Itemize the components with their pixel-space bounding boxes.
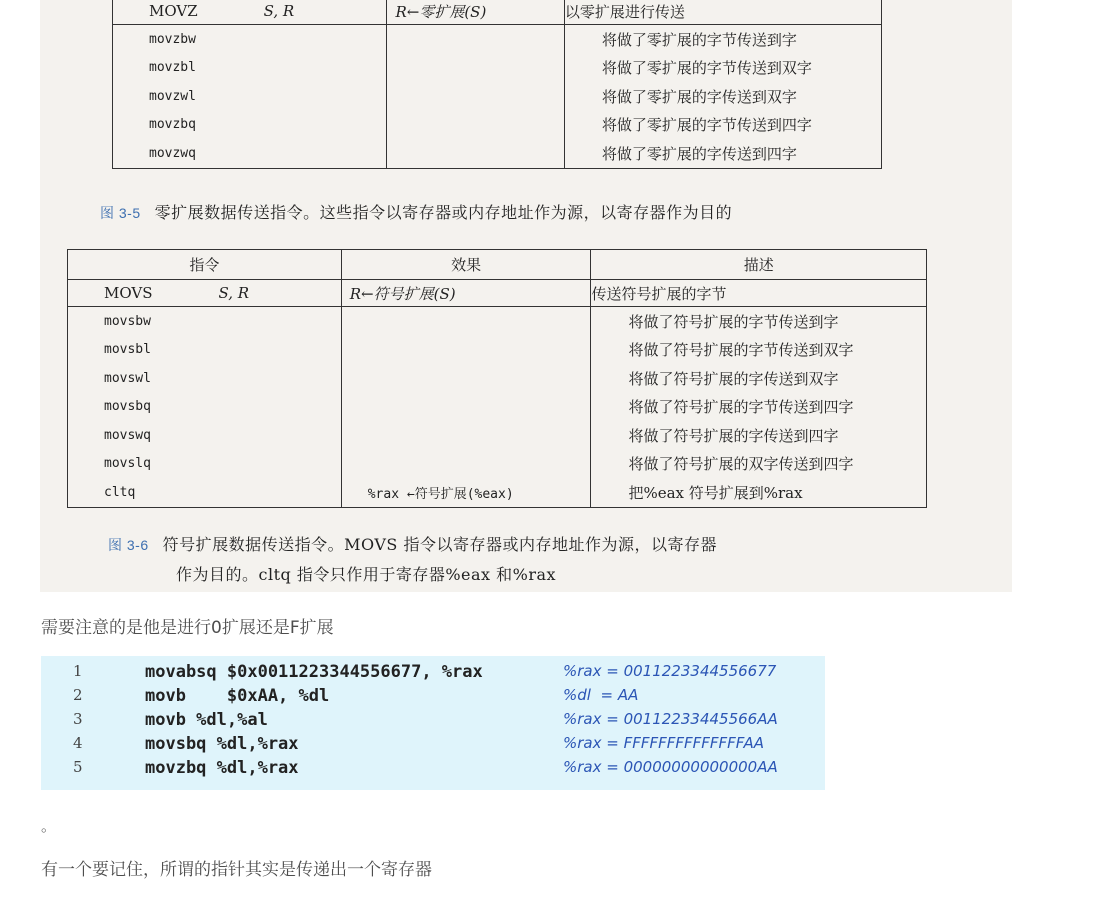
note-paragraph: 需要注意的是他是进行0扩展还是F扩展 — [41, 618, 334, 638]
effect-cell — [341, 450, 591, 479]
code-example-image — [41, 656, 825, 790]
instruction-cell: cltq — [68, 478, 342, 507]
description-cell: 把%eax 符号扩展到%rax — [591, 478, 927, 507]
effect-cell — [341, 421, 591, 450]
table-row — [113, 111, 882, 140]
table-row — [113, 82, 882, 111]
figure-number: 图 3-6 — [108, 537, 149, 553]
column-header: 效果 — [341, 250, 591, 280]
instruction-class-cell: MOVS S, R — [68, 280, 342, 307]
instruction-cell: movzwq — [113, 139, 387, 168]
table-row — [68, 393, 927, 422]
table-subheader-row — [68, 280, 927, 307]
table-row — [68, 364, 927, 393]
instruction-cell: movsbw — [68, 307, 342, 336]
table-row — [68, 450, 927, 479]
effect-cell — [387, 139, 564, 168]
description-cell: 将做了零扩展的字传送到双字 — [564, 82, 881, 111]
description-cell: 将做了符号扩展的字节传送到字 — [591, 307, 927, 336]
column-header: 描述 — [591, 250, 927, 280]
effect-cell — [341, 336, 591, 365]
instruction-cell: movzbq — [113, 111, 387, 140]
instruction-cell: movswq — [68, 421, 342, 450]
instruction-cell: movzbw — [113, 25, 387, 54]
table-row — [68, 421, 927, 450]
effect-cell: %rax ←符号扩展(%eax) — [341, 478, 591, 507]
instruction-cell: movsbl — [68, 336, 342, 365]
description-cell: 将做了零扩展的字传送到四字 — [564, 139, 881, 168]
description-cell: 将做了零扩展的字节传送到双字 — [564, 54, 881, 83]
effect-cell: R←符号扩展(S) — [341, 280, 591, 307]
table-row — [113, 25, 882, 54]
code-line: 1 movabsq $0x0011223344556677, %rax %rax = 0011223344556677 — [73, 662, 777, 682]
sign-extend-table — [67, 249, 927, 508]
zero-extend-table — [112, 0, 882, 169]
instruction-cell: movzbl — [113, 54, 387, 83]
effect-cell — [341, 307, 591, 336]
table-row — [68, 307, 927, 336]
effect-cell — [387, 25, 564, 54]
description-cell: 将做了零扩展的字节传送到字 — [564, 25, 881, 54]
instruction-cell: movswl — [68, 364, 342, 393]
description-cell: 将做了符号扩展的字传送到四字 — [591, 421, 927, 450]
caption-text: 零扩展数据传送指令。这些指令以寄存器或内存地址作为源，以寄存器作为目的 — [154, 203, 733, 222]
figure-caption-3-6 — [108, 530, 717, 590]
description-cell: 将做了符号扩展的字节传送到双字 — [591, 336, 927, 365]
effect-cell — [341, 393, 591, 422]
instruction-cell: movzwl — [113, 82, 387, 111]
code-line: 3 movb %dl,%al %rax = 00112233445566AA — [73, 710, 778, 730]
table-row — [68, 478, 927, 507]
code-line: 4 movsbq %dl,%rax %rax = FFFFFFFFFFFFFFAA — [73, 734, 765, 754]
code-line: 5 movzbq %dl,%rax %rax = 00000000000000AA — [73, 758, 778, 778]
column-header: 指令 — [68, 250, 342, 280]
effect-cell — [341, 364, 591, 393]
figure-number: 图 3-5 — [100, 205, 141, 221]
effect-cell: R←零扩展(S) — [387, 0, 564, 25]
effect-cell — [387, 54, 564, 83]
table-row — [113, 54, 882, 83]
table-row — [68, 336, 927, 365]
instruction-class-cell: MOVZ S, R — [113, 0, 387, 25]
table-subheader-row — [113, 0, 882, 25]
code-line: 2 movb $0xAA, %dl %dl = AA — [73, 686, 639, 706]
description-cell: 以零扩展进行传送 — [564, 0, 881, 25]
description-cell: 将做了符号扩展的字节传送到四字 — [591, 393, 927, 422]
description-cell: 将做了符号扩展的字传送到双字 — [591, 364, 927, 393]
instruction-cell: movsbq — [68, 393, 342, 422]
caption-text-line2: 作为目的。cltq 指令只作用于寄存器%eax 和%rax — [176, 565, 557, 584]
note-paragraph-2: 有一个要记住，所谓的指针其实是传递出一个寄存器 — [41, 860, 432, 880]
description-cell: 将做了零扩展的字节传送到四字 — [564, 111, 881, 140]
table-row — [113, 139, 882, 168]
effect-cell — [387, 111, 564, 140]
description-cell: 传送符号扩展的字节 — [591, 280, 927, 307]
instruction-cell: movslq — [68, 450, 342, 479]
table-header-row — [68, 250, 927, 280]
effect-cell — [387, 82, 564, 111]
caption-text: 符号扩展数据传送指令。MOVS 指令以寄存器或内存地址作为源，以寄存器 — [162, 535, 717, 554]
figure-caption-3-5 — [100, 200, 732, 223]
description-cell: 将做了符号扩展的双字传送到四字 — [591, 450, 927, 479]
period-line: 。 — [41, 817, 57, 835]
